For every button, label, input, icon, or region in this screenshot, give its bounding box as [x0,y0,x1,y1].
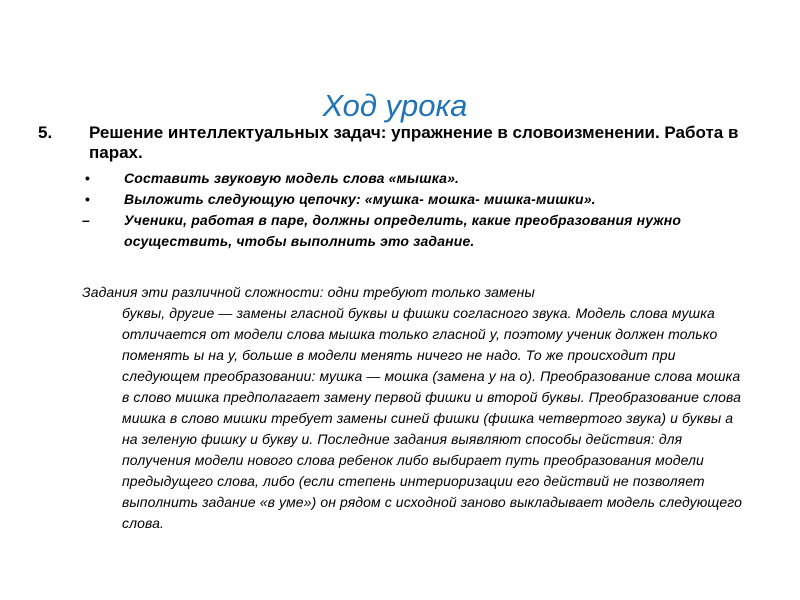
explanation-paragraph [82,282,747,534]
dash-text: Ученики, работая в паре, должны определить, какие преобразования нужно осуществить, чтобы выполнить это задание. [124,212,682,249]
paragraph-first-line: Задания эти различной сложности: одни требуют только замены [82,284,535,300]
dash-marker: – [82,212,90,228]
slide-title: Ход урока [322,88,468,123]
bullet-text: Составить звуковую модель слова «мышка». [124,170,460,186]
dash-item [82,210,728,252]
item-text: Решение интеллектуальных задач: упражнение в словоизменении. Работа в парах. [89,123,739,162]
bullet-marker: • [85,191,91,207]
bullet-marker: • [85,170,91,186]
bullet-text: Выложить следующую цепочку: «мушка- мошка- мишка-мишки». [124,191,596,207]
bullet-item [85,189,728,210]
bullet-item [85,168,728,189]
bullet-list [82,168,728,252]
paragraph-body: буквы, другие — замены гласной буквы и фишки согласного звука. Модель слова мушка отличается от модели слова мышка только гласной у, поэтому ученик должен только поменять ы на у, больше в модели менять ничего не надо. То же происходит при следующем преобразовании: мушка — мошка (замена у на о). Преобразование слова мошка в слово мишка предполагает замену первой фишки и второй буквы. Преобразование слова мишка в слово мишки требует замены синей фишки (фишка четвертого звука) и буквы а на зеленую фишку и букву и. Последние задания выявляют способы действия: для получения модели нового слова ребенок либо выбирает путь преобразования модели предыдущего слова, либо (если степень интериоризации его действий не позволяет выполнить задание «в уме») он рядом с исходной заново выкладывает модель следующего слова. [122,305,742,531]
item-number: 5. [38,123,53,142]
